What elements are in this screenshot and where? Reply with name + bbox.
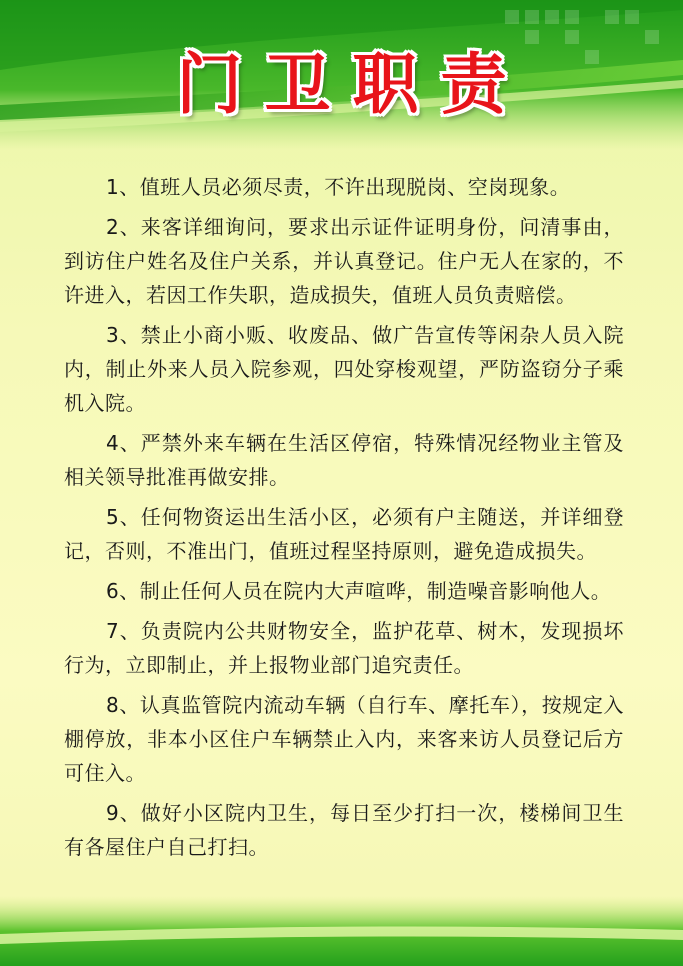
duty-clause-4: 4、严禁外来车辆在生活区停宿，特殊情况经物业主管及相关领导批准再做安排。 xyxy=(64,431,624,489)
duty-clause-9: 9、做好小区院内卫生，每日至少打扫一次，楼梯间卫生有各屋住户自己打扫。 xyxy=(64,801,624,859)
duties-list xyxy=(64,170,624,870)
page-title: 门卫职责 xyxy=(176,46,529,123)
duty-clause-2: 2、来客详细询问，要求出示证件证明身份，问清事由，到访住户姓名及住户关系，并认真登记。住户无人在家的，不许进入，若因工作失职，造成损失，值班人员负责赔偿。 xyxy=(64,215,624,307)
duty-clause-6: 6、制止任何人员在院内大声喧哗，制造噪音影响他人。 xyxy=(106,579,612,603)
duty-clause-1: 1、值班人员必须尽责，不许出现脱岗、空岗现象。 xyxy=(106,175,571,199)
duty-clause-5: 5、任何物资运出生活小区，必须有户主随送，并详细登记，否则，不准出门，值班过程坚持原则，避免造成损失。 xyxy=(64,505,624,563)
duty-clause-7: 7、负责院内公共财物安全，监护花草、树木，发现损坏行为，立即制止，并上报物业部门追究责任。 xyxy=(64,619,624,677)
duty-clause-3: 3、禁止小商小贩、收废品、做广告宣传等闲杂人员入院内，制止外来人员入院参观，四处穿梭观望，严防盗窃分子乘机入院。 xyxy=(64,323,624,415)
bottom-green-band xyxy=(0,896,683,966)
duty-clause-8: 8、认真监管院内流动车辆（自行车、摩托车），按规定入棚停放，非本小区住户车辆禁止入内，来客来访人员登记后方可住入。 xyxy=(64,693,624,785)
